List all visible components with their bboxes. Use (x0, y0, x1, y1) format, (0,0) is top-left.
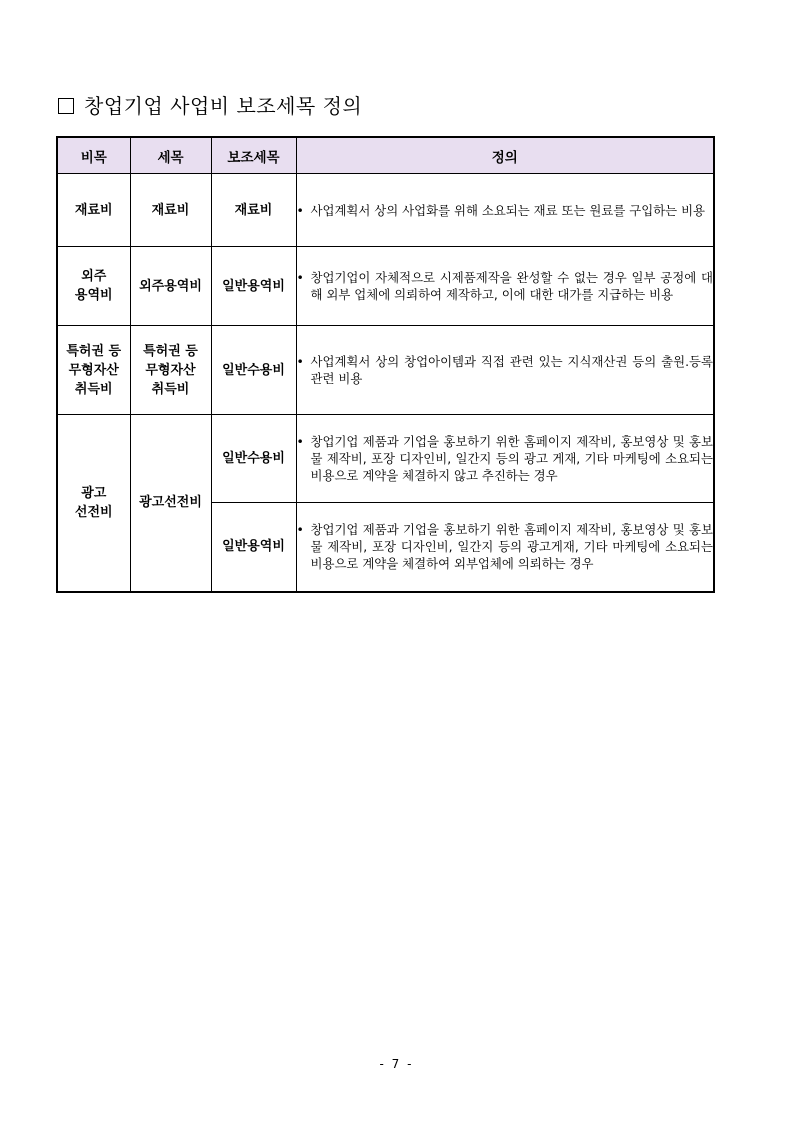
header-definition: 정의 (296, 137, 714, 174)
square-outline-icon (58, 98, 74, 114)
definition-text: 창업기업 제품과 기업을 홍보하기 위한 홈페이지 제작비, 홍보영상 및 홍보물 제작비, 포장 디자인비, 일간지 등의 광고 게재, 기타 마케팅에 소요되는 비용으로 계약을 체결하지 않고 추진하는 경우 (310, 434, 713, 483)
table-row-outsourcing (57, 247, 714, 326)
expense-definition-table (56, 136, 715, 593)
bullet-icon: • (296, 354, 304, 369)
definition-text: 사업계획서 상의 사업화를 위해 소요되는 재료 또는 원료를 구입하는 비용 (310, 202, 706, 218)
table-header-row (57, 137, 714, 174)
item-cell: 재료비 (57, 174, 130, 247)
table-row-advertising-1 (57, 415, 714, 503)
definition-text: 사업계획서 상의 창업아이템과 직접 관련 있는 지식재산권 등의 출원.등록 관련 비용 (310, 354, 713, 386)
definition-text: 창업기업이 자체적으로 시제품제작을 완성할 수 없는 경우 일부 공정에 대해 외부 업체에 의뢰하여 제작하고, 이에 대한 대가를 지급하는 비용 (310, 270, 713, 302)
detail-cell: 일반용역비 (211, 247, 296, 326)
item-cell: 광고 선전비 (57, 415, 130, 592)
detail-cell: 일반수용비 (211, 415, 296, 503)
header-detail: 보조세목 (211, 137, 296, 174)
table-row-material (57, 174, 714, 247)
header-sub-item: 세목 (130, 137, 211, 174)
sub-item-cell: 광고선전비 (130, 415, 211, 592)
definition-cell (296, 326, 714, 415)
bullet-icon: • (296, 202, 304, 218)
bullet-icon: • (296, 270, 304, 285)
definition-cell (296, 174, 714, 247)
sub-item-cell: 외주용역비 (130, 247, 211, 326)
definition-cell (296, 415, 714, 503)
definition-text: 창업기업 제품과 기업을 홍보하기 위한 홈페이지 제작비, 홍보영상 및 홍보물 제작비, 포장 디자인비, 일간지 등의 광고게재, 기타 마케팅에 소요되는 비용으로 계약을 체결하여 외부업체에 의뢰하는 경우 (310, 522, 713, 572)
item-cell: 외주 용역비 (57, 247, 130, 326)
detail-cell: 재료비 (211, 174, 296, 247)
sub-item-cell: 특허권 등 무형자산 취득비 (130, 326, 211, 415)
detail-cell: 일반수용비 (211, 326, 296, 415)
page-number: - 7 - (379, 1057, 414, 1071)
table-row-patent (57, 326, 714, 415)
item-cell: 특허권 등 무형자산 취득비 (57, 326, 130, 415)
bullet-icon: • (296, 434, 304, 449)
definition-cell (296, 247, 714, 326)
detail-cell: 일반용역비 (211, 503, 296, 592)
sub-item-cell: 재료비 (130, 174, 211, 247)
bullet-icon: • (296, 522, 304, 538)
header-item: 비목 (57, 137, 130, 174)
section-title-text: 창업기업 사업비 보조세목 정의 (84, 94, 363, 118)
section-heading (58, 90, 362, 119)
definition-cell (296, 503, 714, 592)
